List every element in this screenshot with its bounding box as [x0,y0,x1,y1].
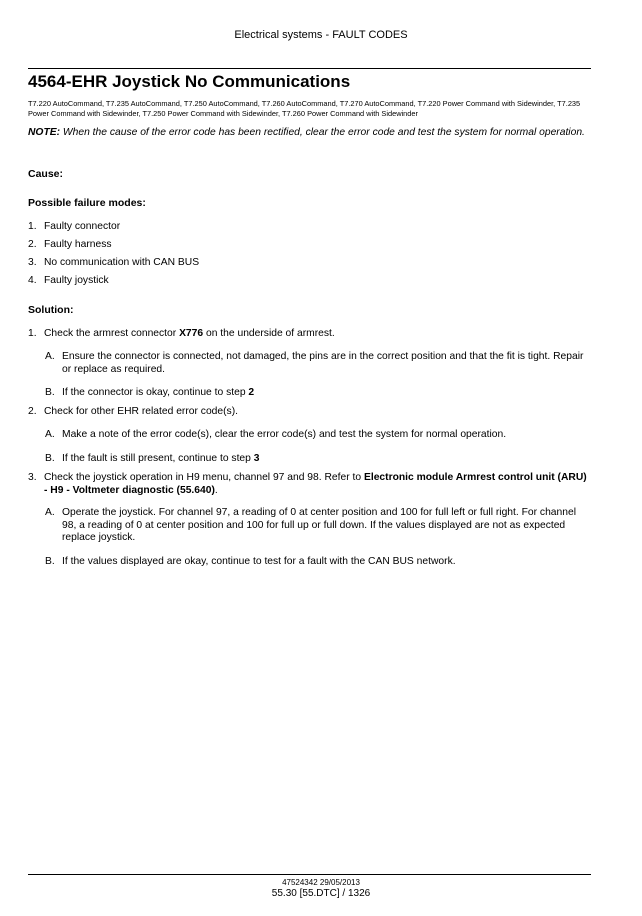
footer-rule [28,874,591,875]
cross-reference-link: Electronic module Armrest control unit (ARU) - H9 - Voltmeter diagnostic (55.640) [44,472,587,496]
failure-modes-heading: Possible failure modes: [28,197,146,209]
page-header: Electrical systems - FAULT CODES [234,29,408,41]
cause-heading: Cause: [28,168,64,180]
note-label: NOTE: [28,127,61,138]
note-text: When the cause of the error code has been rectified, clear the error code and test the system for normal operation. [62,127,585,138]
step-reference: 2 [248,387,255,398]
manual-page: Electrical systems - FAULT CODES 4564-EHR Joystick No Communications T7.220 AutoCommand, T7.235 AutoCommand, T7.250 AutoCommand, T7.260 AutoCommand, T7.270 AutoCommand, T7.220 Power Command with Sidewinder, T7.235 Power Command with Sidewinder, T7.250 Power Command with Sidewinder, T7.260 Power Command with Sidewinder NOTE: When the cause of the error code has been rectified, clear the error code and test the system for normal operation. Cause: Possible failure modes: 1. Faulty connector 2. Faulty harness 3. No communication with CAN BUS 4. Faulty joystick Solution: 1. Check the armrest connector X776 on the underside of armrest. A. Ensure the connector is connected, not damaged, the pins are in the correct position and that the fit is tight. Repair or replace as required. B. If the connector is okay, continue to step 2 2. Check for other EHR related error code(s). A. Make a note of the error code(s), clear the error code(s) and test the system for normal operation. B. If the fault is still present, continue to step 3 3. Check the joystick operation in H9 menu, channel 97 and 98. Refer to Electronic module Armrest control unit (ARU) - H9 - Voltmeter diagnostic (55.640). A. Operate the joystick. For channel 97, a reading of 0 at center position and 100 for full left or full right. For channel 98, a reading of 0 at center position and 100 for full up or full down. If the values displayed are not as expected replace joystick. B. If the values displayed are okay, continue to test for a fault with the CAN BUS network. 47524342 29/05/2013 55.30 [55.DTC] / 1326 [0,0,642,916]
connector-id: X776 [179,328,204,339]
footer-doc-ref: 47524342 29/05/2013 [282,878,360,887]
applicable-models: T7.220 AutoCommand, T7.235 AutoCommand, T7.250 AutoCommand, T7.260 AutoCommand, T7.270 AutoCommand, T7.220 Power Command with Sidewinder, T7.235 Power Command with Sidewinder, T7.250 Power Command with Sidewinder, T7.260 Power Command with Sidewinder [28,99,581,118]
header-rule [28,68,591,69]
page-title: 4564-EHR Joystick No Communications [28,72,351,91]
solution-heading: Solution: [28,304,74,316]
note-paragraph [28,126,591,139]
footer-page-ref: 55.30 [55.DTC] / 1326 [271,888,371,899]
step-reference: 3 [253,453,260,464]
